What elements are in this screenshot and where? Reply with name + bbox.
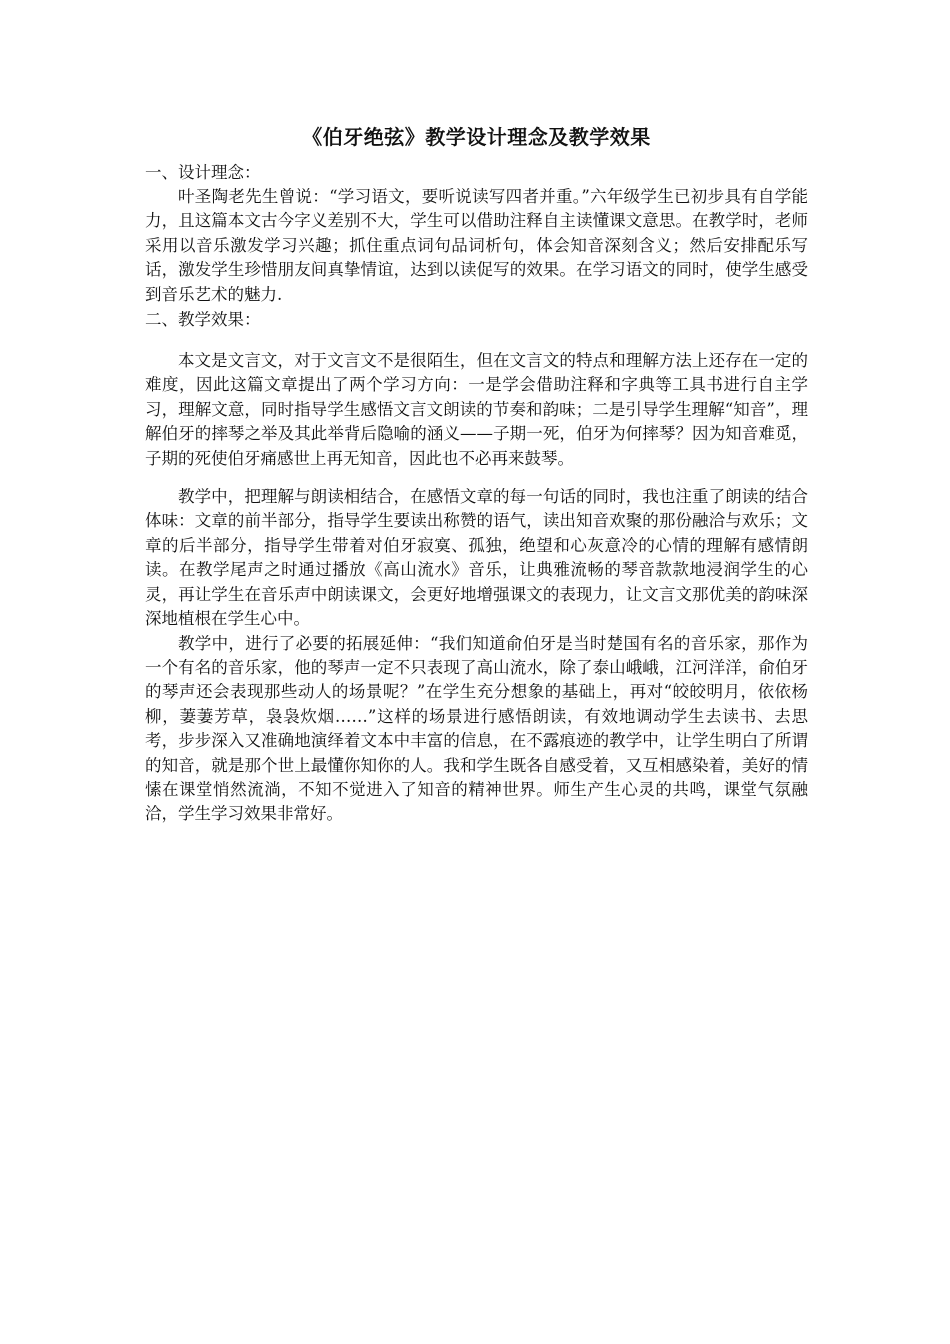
document-page (145, 118, 808, 827)
paragraph-teaching-effect-1: 本文是文言文，对于文言文不是很陌生，但在文言文的特点和理解方法上还存在一定的难度，因此这篇文章提出了两个学习方向：一是学会借助注释和字典等工具书进行自主学习，理解文意，同时指导学生感悟文言文朗读的节奏和韵味；二是引导学生理解“知音”，理解伯牙的摔琴之举及其此举背后隐喻的涵义——子期一死，伯牙为何摔琴？因为知音难觅，子期的死使伯牙痛感世上再无知音，因此也不必再来鼓琴。 (145, 351, 808, 468)
document-title: 《伯牙绝弦》教学设计理念及教学效果 (302, 125, 651, 149)
section-heading-design-concept: 一、设计理念： (145, 163, 261, 182)
paragraph-teaching-effect-3: 教学中，进行了必要的拓展延伸：“我们知道俞伯牙是当时楚国有名的音乐家，那作为一个有名的音乐家，他的琴声一定不只表现了高山流水，除了泰山峨峨，江河洋洋，俞伯牙的琴声还会表现那些动人的场景呢？”在学生充分想象的基础上，再对“皎皎明月，依依杨柳，萋萋芳草，袅袅炊烟……”这样的场景进行感悟朗读，有效地调动学生去读书、去思考，步步深入又准确地演绎着文本中丰富的信息，在不露痕迹的教学中，让学生明白了所谓的知音，就是那个世上最懂你知你的人。我和学生既各自感受着，又互相感染着，美好的情愫在课堂悄然流淌，不知不觉进入了知音的精神世界。师生产生心灵的共鸣，课堂气氛融洽，学生学习效果非常好。 (145, 633, 808, 824)
paragraph-teaching-effect-2: 教学中，把理解与朗读相结合，在感悟文章的每一句话的同时，我也注重了朗读的结合体味：文章的前半部分，指导学生要读出称赞的语气，读出知音欢聚的那份融洽与欢乐；文章的后半部分，指导学生带着对伯牙寂寞、孤独，绝望和心灰意冷的心情的理解有感情朗读。在教学尾声之时通过播放《高山流水》音乐，让典雅流畅的琴音款款地浸润学生的心灵，再让学生在音乐声中朗读课文，会更好地增强课文的表现力，让文言文那优美的韵味深深地植根在学生心中。 (145, 487, 808, 629)
section-heading-teaching-effect: 二、教学效果： (145, 310, 261, 330)
paragraph-design-concept: 叶圣陶老先生曾说：“学习语文，要听说读写四者并重。”六年级学生已初步具有自学能力，且这篇本文古今字义差别不大，学生可以借助注释自主读懂课文意思。在教学时，老师采用以音乐激发学习兴趣；抓住重点词句品词析句，体会知音深刻含义；然后安排配乐写话，激发学生珍惜朋友间真挚情谊，达到以读促写的效果。在学习语文的同时，使学生感受到音乐艺术的魅力. (145, 187, 808, 304)
